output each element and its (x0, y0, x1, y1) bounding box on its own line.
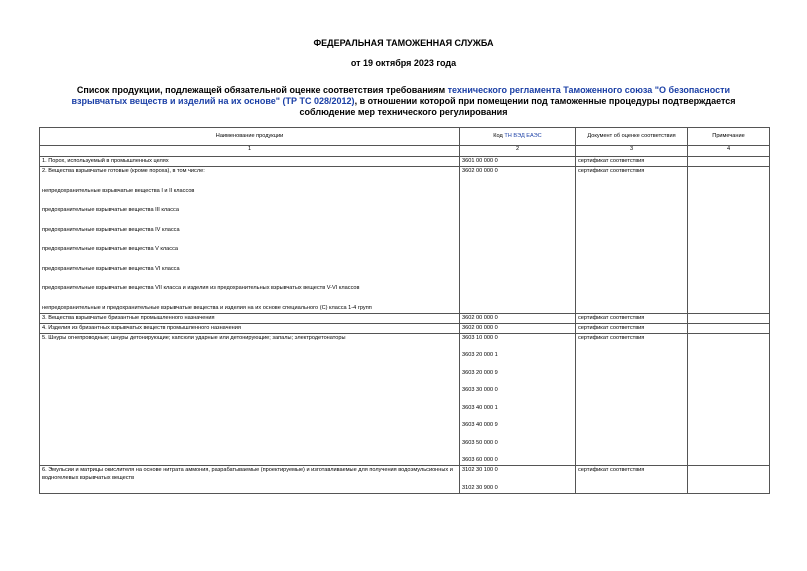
product-subitem: предохранительные взрывчатые вещества VII класса и изделия из предохранительных взрывчатых веществ V-VI классов (42, 285, 360, 291)
tnved-code (460, 157, 576, 167)
note-cell (688, 313, 770, 323)
product-name-text: 1. Порох, используемый в промышленных целях (42, 158, 169, 164)
product-name-text: 2. Вещества взрывчатые готовые (кроме пороха), в том числе: (42, 168, 205, 174)
title-text-1: Список продукции, подлежащей обязательной оценке соответствия требованиям (76, 85, 448, 95)
product-name-text: 5. Шнуры огнепроводные; шнуры детонирующие; капсюли ударные или детонирующие; запалы; электродетонаторы (42, 334, 346, 341)
tnved-code (460, 466, 576, 494)
table-row (40, 157, 770, 167)
note-cell (688, 333, 770, 466)
code-text: 3603 20 000 1 (462, 352, 498, 358)
product-name (40, 167, 460, 314)
code-text: 3102 30 900 0 (462, 484, 498, 491)
product-name-text: 4. Изделия из бризантных взрывчатых веществ промышленного назначения (42, 324, 241, 331)
product-subitem: непредохранительные и предохранительные взрывчатые вещества и изделия на их основе специального (С) класса 1-4 групп (42, 304, 372, 311)
assessment-document (576, 313, 688, 323)
doc-text: сертификат соответствия (578, 158, 645, 164)
tnved-code (460, 333, 576, 466)
document-date: от 19 октября 2023 года (350, 58, 457, 68)
column-number: 4 (688, 146, 770, 157)
product-name-text: 6. Эмульсии и матрицы окислителя на основе нитрата аммония, разрабатываемые (проектируемые) и изготавливаемые для получения водоэмульсионных и водногелевых взрывчатых веществ (42, 467, 453, 481)
column-number: 1 (40, 146, 460, 157)
code-text: 3603 30 000 0 (462, 387, 498, 393)
header-note: Примечание (688, 128, 770, 146)
product-subitem: предохранительные взрывчатые вещества V класса (42, 246, 179, 252)
assessment-document (576, 466, 688, 494)
table-row (40, 167, 770, 314)
code-text: 3602 00 000 0 (462, 324, 498, 331)
note-cell (688, 157, 770, 167)
code-text: 3603 40 000 9 (462, 422, 498, 428)
assessment-document (576, 157, 688, 167)
code-text: 3603 50 000 0 (462, 439, 498, 446)
code-text: 3602 00 000 0 (462, 168, 498, 174)
code-text: 3603 40 000 1 (462, 404, 498, 411)
product-name (40, 157, 460, 167)
product-name (40, 313, 460, 323)
column-numbers-row (40, 146, 770, 157)
code-text: 3601 00 000 0 (462, 158, 498, 164)
product-name (40, 323, 460, 333)
code-text: 3102 30 100 0 (462, 467, 498, 473)
column-number: 2 (460, 146, 576, 157)
table-header-row (40, 128, 770, 146)
header-code (460, 128, 576, 146)
title-text-2: , в отношении которой при помещении под таможенные процедуры подтверждается соблюдение мер технического регулирования (299, 96, 736, 117)
code-text: 3603 20 000 9 (462, 369, 498, 376)
note-cell (688, 167, 770, 314)
organization-name: ФЕДЕРАЛЬНАЯ ТАМОЖЕННАЯ СЛУЖБА (313, 38, 494, 48)
code-text: 3603 60 000 0 (462, 457, 498, 463)
tnved-code (460, 313, 576, 323)
table-row (40, 333, 770, 466)
table-row (40, 323, 770, 333)
tnved-link[interactable]: ТН ВЭД ЕАЭС (504, 133, 542, 139)
header-code-prefix: Код (493, 133, 505, 139)
table-row (40, 313, 770, 323)
product-name (40, 333, 460, 466)
product-subitem: предохранительные взрывчатые вещества VI класса (42, 265, 180, 272)
product-subitem: предохранительные взрывчатые вещества IV класса (42, 226, 180, 233)
code-text: 3602 00 000 0 (462, 314, 498, 321)
regulation-link[interactable]: технического регламента Таможенного союза "О безопасности взрывчатых веществ и изделий на их основе" (ТР ТС 028/2012) (71, 85, 731, 106)
header-product-name: Наименование продукции (40, 128, 460, 146)
code-text: 3603 10 000 0 (462, 334, 498, 341)
note-cell (688, 466, 770, 494)
table-row (40, 466, 770, 494)
product-subitem: предохранительные взрывчатые вещества III класса (42, 207, 179, 213)
doc-text: сертификат соответствия (578, 334, 645, 341)
assessment-document (576, 333, 688, 466)
column-number: 3 (576, 146, 688, 157)
tnved-code (460, 167, 576, 314)
product-name (40, 466, 460, 494)
document-title (50, 85, 757, 118)
product-name-text: 3. Вещества взрывчатые бризантные промышленного назначения (42, 314, 215, 321)
doc-text: сертификат соответствия (578, 168, 645, 174)
note-cell (688, 323, 770, 333)
products-table (39, 127, 770, 494)
doc-text: сертификат соответствия (578, 467, 645, 473)
assessment-document (576, 323, 688, 333)
doc-text: сертификат соответствия (578, 314, 645, 321)
product-subitem: непредохранительные взрывчатые вещества I и II классов (42, 187, 195, 194)
doc-text: сертификат соответствия (578, 324, 645, 331)
assessment-document (576, 167, 688, 314)
tnved-code (460, 323, 576, 333)
header-document: Документ об оценке соответствия (576, 128, 688, 146)
